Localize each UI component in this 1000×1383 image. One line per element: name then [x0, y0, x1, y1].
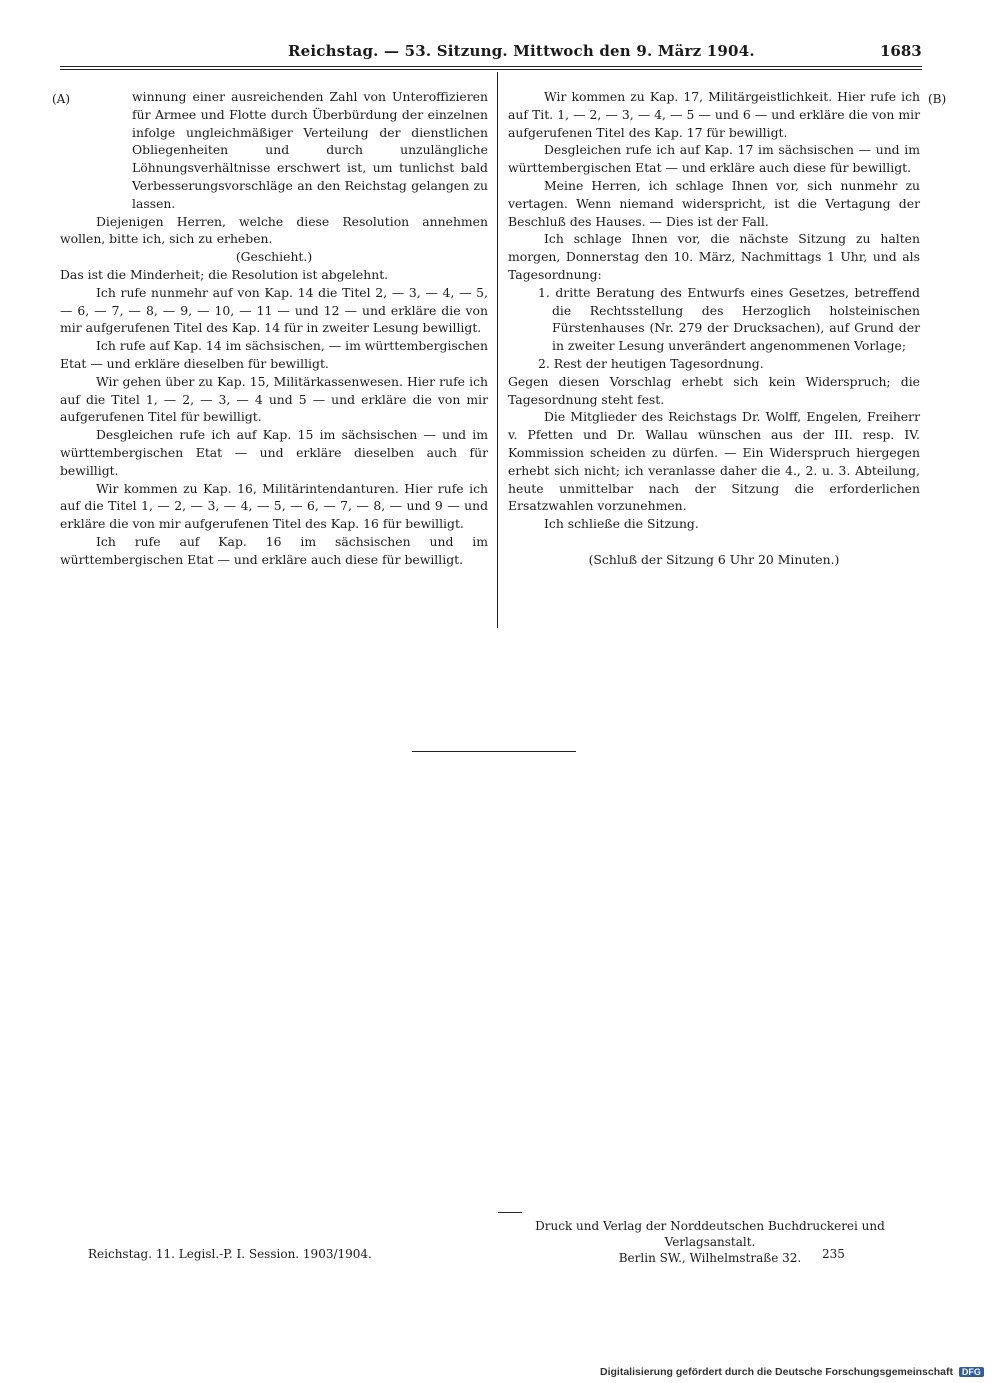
paragraph: Ich rufe nunmehr auf von Kap. 14 die Titel 2, — 3, — 4, — 5, — 6, — 7, — 8, — 9, — 10, — 11 — und 12 — und erkläre die von mir aufgerufenen Titel des Kap. 14 für in zweiter Lesung bewilligt.	[60, 284, 488, 336]
page-header	[0, 42, 1000, 66]
paragraph: Ich schließe die Sitzung.	[544, 516, 699, 532]
paragraph: Desgleichen rufe ich auf Kap. 17 im sächsischen — und im württembergischen Etat — und erkläre auch diese für bewilligt.	[508, 142, 920, 176]
paragraph: Gegen diesen Vorschlag erhebt sich kein Widerspruch; die Tagesordnung steht fest.	[508, 373, 920, 407]
footer-short-rule	[498, 1212, 522, 1213]
paragraph: Die Mitglieder des Reichstags Dr. Wolff, Engelen, Freiherr v. Pfetten und Dr. Wallau wünschen aus der III. resp. IV. Kommission scheiden zu dürfen. — Ein Widerspruch hiergegen erhebt sich nicht; ich veranlasse daher die 4., 2. u. 3. Abteilung, heute unmittelbar nach der Sitzung die erforderlichen Ersatzwahlen vorzunehmen.	[508, 409, 920, 514]
paragraph: Wir kommen zu Kap. 16, Militärintendanturen. Hier rufe ich auf die Titel 1, — 2, — 3, — 4, — 5, — 6, — 7, — 8, — und 9 — und erkläre die von mir aufgerufenen Titel des Kap. 16 für bewilligt.	[60, 480, 488, 532]
paragraph: Wir gehen über zu Kap. 15, Militärkassenwesen. Hier rufe ich auf die Titel 1, — 2, — 3, — 4 und 5 — und erkläre die von mir aufgerufenen Titel für bewilligt.	[60, 373, 488, 425]
right-column	[508, 88, 920, 569]
footer-session-info: Reichstag. 11. Legisl.-P. I. Session. 1903/1904.	[88, 1247, 372, 1261]
agenda-item: 1. dritte Beratung des Entwurfs eines Gesetzes, betreffend die Rechtsstellung des Herzoglich holsteinischen Fürstenhauses (Nr. 279 der Drucksachen), auf Grund der in zweiter Lesung unverändert angenommenen Vorlage;	[538, 284, 920, 354]
margin-marker-right: (B)	[928, 92, 947, 106]
paragraph: Diejenigen Herren, welche diese Resolution annehmen wollen, bitte ich, sich zu erheben.	[60, 213, 488, 247]
stage-direction: (Geschieht.)	[235, 249, 313, 265]
paragraph: Ich rufe auf Kap. 16 im sächsischen und im württembergischen Etat — und erkläre auch diese für bewilligt.	[60, 533, 488, 567]
resolution-text: winnung einer ausreichenden Zahl von Unteroffizieren für Armee und Flotte durch Überbürdung der einzelnen infolge ungleichmäßiger Verteilung der dienstlichen Obliegenheiten und durch unzulängliche Löhnungsverhältnisse erschwert ist, um tunlichst bald Verbesserungsvorschläge an den Reichstag gelangen zu lassen.	[132, 89, 488, 211]
header-rule-top	[60, 66, 922, 67]
digitization-note	[600, 1366, 984, 1378]
digitization-text: Digitalisierung gefördert durch die Deutsche Forschungsgemeinschaft	[600, 1366, 953, 1378]
page-number: 1683	[880, 42, 922, 60]
paragraph: Ich schlage Ihnen vor, die nächste Sitzung zu halten morgen, Donnerstag den 10. März, Nachmittags 1 Uhr, und als Tagesordnung:	[508, 231, 920, 282]
paragraph: Desgleichen rufe ich auf Kap. 15 im sächsischen — und im württembergischen Etat — und erkläre dieselben auch für bewilligt.	[60, 427, 488, 478]
dfg-logo-icon: DFG	[959, 1367, 984, 1377]
paragraph: Das ist die Minderheit; die Resolution ist abgelehnt.	[60, 266, 389, 282]
imprint-line: Berlin SW., Wilhelmstraße 32.	[618, 1251, 802, 1265]
margin-marker-left: (A)	[52, 92, 71, 106]
separator-rule	[412, 751, 576, 752]
header-title: Reichstag. — 53. Sitzung. Mittwoch den 9. März 1904.	[288, 42, 755, 60]
left-column	[60, 88, 488, 569]
printer-imprint	[500, 1218, 920, 1266]
paragraph: Meine Herren, ich schlage Ihnen vor, sich nunmehr zu vertagen. Wenn niemand widerspricht, ist die Vertagung der Beschluß des Hauses. — Dies ist der Fall.	[508, 177, 920, 229]
session-close: (Schluß der Sitzung 6 Uhr 20 Minuten.)	[588, 551, 840, 567]
column-divider	[497, 72, 498, 628]
footer-sheet-number: 235	[822, 1247, 845, 1261]
agenda-item: 2. Rest der heutigen Tagesordnung.	[538, 355, 764, 371]
imprint-line: Druck und Verlag der Norddeutschen Buchdruckerei und Verlagsanstalt.	[535, 1219, 885, 1249]
paragraph: Ich rufe auf Kap. 14 im sächsischen, — im württembergischen Etat — und erkläre dieselben für bewilligt.	[60, 338, 488, 371]
header-rule-bottom	[60, 69, 922, 70]
paragraph: Wir kommen zu Kap. 17, Militärgeistlichkeit. Hier rufe ich auf Tit. 1, — 2, — 3, — 4, — 5 — und 6 — und erkläre die von mir aufgerufenen Titel des Kap. 17 für bewilligt.	[508, 89, 920, 140]
